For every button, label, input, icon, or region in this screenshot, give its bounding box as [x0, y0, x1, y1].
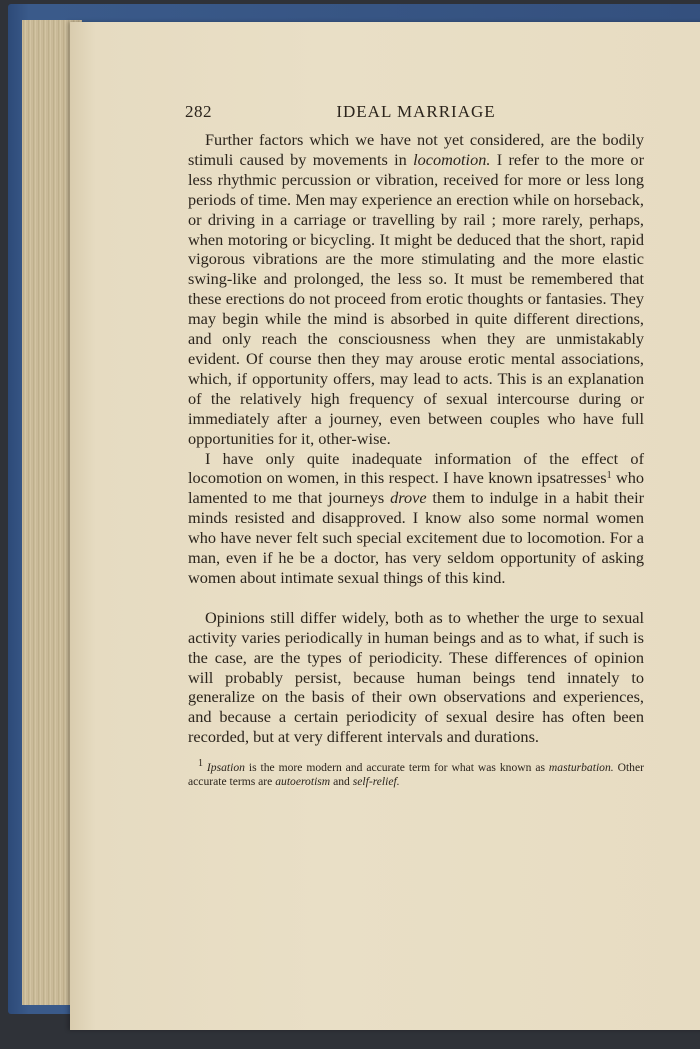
text-run: Other accurate terms are — [188, 761, 644, 789]
italic-term: locomotion. — [413, 149, 491, 169]
paragraph-locomotion — [188, 130, 644, 449]
footnote — [188, 758, 644, 789]
italic-term: Ipsation — [206, 761, 245, 775]
text-run: I have only quite inadequate information of the effect of locomotion on women, in this respect. I have known ipsatresses — [188, 448, 644, 488]
text-run: and — [330, 775, 353, 789]
italic-term: autoerotism — [275, 775, 331, 789]
text-run: I refer to the more or less rhythmic percussion or vibration, received for more or less long periods of time. Men may experience an erection while on horseback, or driving in a carriage or travelling by rail ; more rarely, perhaps, when motoring or bicycling. It might be deduced that the short, rapid vigorous vibrations are the more stimulating and the more elastic swing-like and prolonged, the less so. It must be remembered that these erections do not proceed from erotic thoughts or fantasies. They may begin while the mind is absorbed in quite different directions, and only reach the consciousness when they are unmistakably evident. Of course then they may arouse erotic mental associations, which, if opportunity offers, may lead to acts. This is an explanation of the relatively high frequency of sexual intercourse during or immediately after a journey, even between couples who have full opportunities for it, other-wise. — [188, 149, 644, 448]
footnote-number: 1 — [198, 758, 203, 770]
paragraph-women — [188, 449, 644, 588]
text-run: Opinions still differ widely, both as to whether the urge to sexual activity varies periodically in human beings and as to what, if such is the case, are the types of periodicity. These differences of opinion will probably persist, because human beings tend innately to generalize on the basis of their own observations and experiences, and because a certain periodicity of sexual desire has often been recorded, but at very different intervals and durations. — [188, 607, 644, 747]
page-text — [185, 100, 645, 790]
italic-term: masturbation. — [548, 761, 614, 775]
footnote-reference: 1 — [606, 470, 612, 482]
text-run: Further factors which we have not yet considered, are the bodily stimuli caused by movements in — [188, 130, 644, 169]
text-run: them to indulge in a habit their minds resisted and disapproved. I know also some normal women who have never felt such special excitement due to locomotion. For a man, even if he be a doctor, has very seldom opportunity of asking women about intimate sexual things of this kind. — [188, 488, 645, 587]
running-head — [185, 100, 644, 126]
page-number: 282 — [185, 102, 212, 121]
italic-term: drove — [390, 488, 427, 508]
italic-term: self-relief. — [352, 775, 400, 789]
text-run: who lamented to me that journeys — [188, 468, 645, 508]
paragraph-periodicity — [188, 608, 644, 747]
text-run: is the more modern and accurate term for what was known as — [244, 761, 549, 775]
book-title: IDEAL MARRIAGE — [336, 102, 496, 121]
